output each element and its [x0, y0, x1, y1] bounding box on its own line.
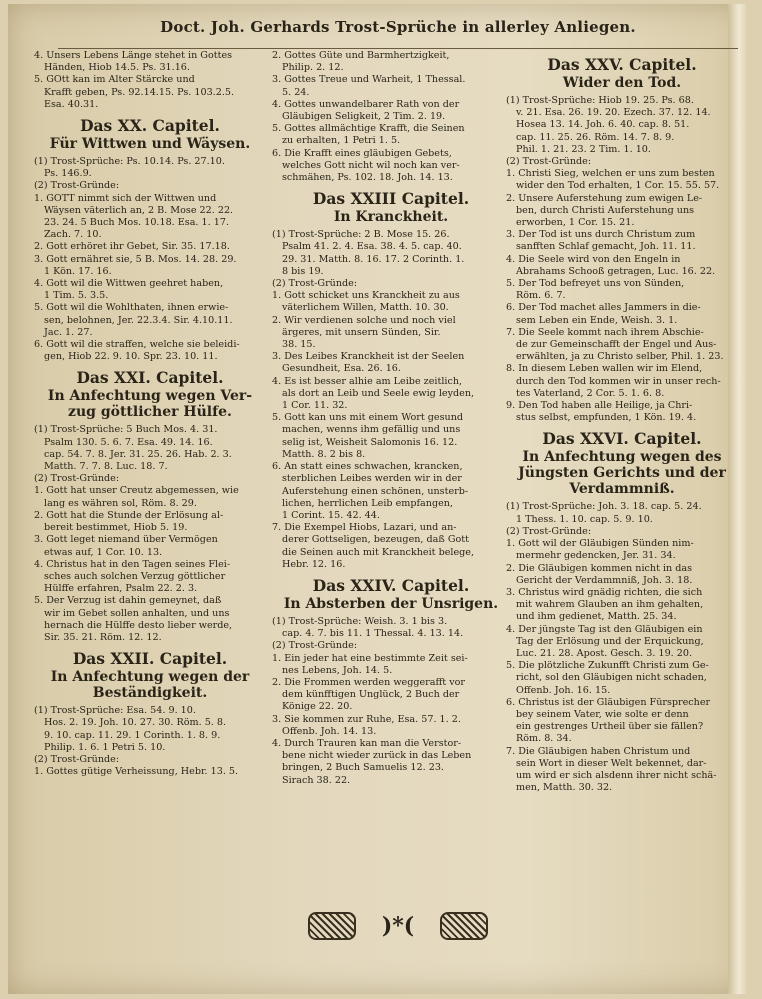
- text-line: 1. GOTT nimmt sich der Wittwen und: [34, 192, 217, 204]
- chapter-23-subtitle: [272, 209, 510, 225]
- ornament-center: )*(: [381, 913, 415, 939]
- text-line: (1) Trost-Sprüche: Hiob 19. 25. Ps. 68.: [506, 95, 694, 106]
- chapter-22-title: Das XXII. Capitel.: [72, 649, 228, 669]
- chapter-20-subtitle: [34, 136, 266, 152]
- text-line: und ihm gedienet, Matth. 25. 34.: [516, 611, 677, 623]
- text-line: 23. 24. 5 Buch Mos. 10.18. Esa. 1. 17.: [44, 217, 229, 229]
- text-line: 4. Gott wil die Wittwen geehret haben,: [34, 278, 224, 290]
- text-line: 5. Der Verzug ist dahin gemeynet, daß: [34, 595, 222, 607]
- subtitle-line: In Absterben der Unsrigen.: [283, 595, 499, 612]
- text-line: Händen, Hiob 14.5. Ps. 31.16.: [44, 62, 190, 74]
- subtitle-line: In Anfechtung wegen Ver-: [47, 388, 253, 405]
- text-line: (2) Trost-Gründe:: [34, 473, 120, 485]
- text-line: die Seinen auch mit Kranckheit belege,: [282, 546, 475, 558]
- text-line: 8. In diesem Leben wallen wir im Elend,: [506, 363, 703, 375]
- column-1: [34, 50, 266, 778]
- text-line: 29. 31. Matth. 8. 16. 17. 2 Corinth. 1.: [282, 253, 465, 265]
- chapter-21-text: [34, 424, 266, 644]
- col2-top: [272, 50, 510, 184]
- text-line: nes Lebens, Joh. 14. 5.: [282, 664, 393, 676]
- chapter-26-text: [506, 501, 738, 794]
- text-line: Wäysen väterlich an, 2 B. Mose 22. 22.: [44, 204, 234, 216]
- text-line: 4. Es ist besser alhie am Leibe zeitlich,: [272, 375, 463, 387]
- text-line: (1) Trost-Sprüche: 2 B. Mose 15. 26.: [272, 229, 450, 241]
- text-line: 7. Die Gläubigen haben Christum und: [506, 745, 691, 757]
- text-line: tes Vaterland, 2 Cor. 5. 1. 6. 8.: [516, 387, 665, 399]
- text-line: Psalm 41. 2. 4. Esa. 38. 4. 5. cap. 40.: [282, 241, 462, 253]
- text-line: 2. Wir verdienen solche und noch viel: [272, 314, 456, 326]
- text-line: Röm. 6. 7.: [516, 290, 566, 302]
- text-line: (2) Trost-Gründe:: [34, 753, 120, 765]
- text-line: mit wahrem Glauben an ihm gehalten,: [516, 599, 704, 611]
- text-line: 1 Kön. 17. 16.: [44, 265, 112, 277]
- text-line: 7. Die Exempel Hiobs, Lazari, und an-: [272, 522, 457, 534]
- text-line: Zach. 7. 10.: [44, 229, 102, 241]
- text-line: 1. Christi Sieg, welchen er uns zum besten: [506, 168, 715, 180]
- text-line: bringen, 2 Buch Samuelis 12. 23.: [282, 762, 444, 774]
- text-line: als dort an Leib und Seele ewig leyden,: [282, 387, 475, 399]
- printers-ornament: [308, 909, 488, 943]
- text-line: Hülffe erfahren, Psalm 22. 2. 3.: [44, 583, 198, 595]
- text-line: sterblichen Leibes werden wir in der: [282, 473, 462, 485]
- text-line: Hosea 13. 14. Joh. 6. 40. cap. 8. 51.: [516, 119, 690, 131]
- text-line: richt, sol den Gläubigen nicht schaden,: [516, 672, 707, 684]
- text-line: sem Leben ein Ende, Weish. 3. 1.: [516, 314, 678, 326]
- text-line: erworben, 1 Cor. 15. 21.: [516, 217, 635, 229]
- text-line: 38. 15.: [282, 339, 316, 351]
- text-line: gen, Hiob 22. 9. 10. Spr. 23. 10. 11.: [44, 351, 218, 363]
- chapter-20-title: Das XX. Capitel.: [80, 116, 220, 136]
- col1-top: [34, 50, 266, 111]
- text-line: 2. Gott erhöret ihr Gebet, Sir. 35. 17.18.: [34, 241, 230, 253]
- text-line: machen, wenns ihm gefällig und uns: [282, 424, 461, 436]
- text-line: 4. Unsers Lebens Länge stehet in Gottes: [34, 50, 233, 61]
- text-line: 5. Die plötzliche Zukunfft Christi zum Ge-: [506, 660, 709, 672]
- subtitle-line: zug göttlicher Hülfe.: [68, 404, 232, 421]
- text-line: Gericht der Verdammniß, Joh. 3. 18.: [516, 574, 693, 586]
- text-line: 9. 10. cap. 11. 29. 1 Corinth. 1. 8. 9.: [44, 729, 221, 741]
- text-line: Gläubigen Seligkeit, 2 Tim. 2. 19.: [282, 111, 446, 123]
- chapter-23-title: Das XXIII Capitel.: [312, 189, 470, 209]
- text-line: (1) Trost-Sprüche: Weish. 3. 1 bis 3.: [272, 615, 448, 627]
- text-line: (2) Trost-Gründe:: [506, 525, 592, 537]
- text-line: (1) Trost-Sprüche: 5 Buch Mos. 4. 31.: [34, 424, 218, 436]
- chapter-22-subtitle: [34, 669, 266, 701]
- text-line: 1 Corint. 15. 42. 44.: [282, 509, 380, 521]
- text-line: 1 Cor. 11. 32.: [282, 400, 348, 412]
- text-line: 6. Die Krafft eines gläubigen Gebets,: [272, 147, 452, 159]
- text-line: Krafft geben, Ps. 92.14.15. Ps. 103.2.5.: [44, 86, 235, 98]
- text-line: Luc. 21. 28. Apost. Gesch. 3. 19. 20.: [516, 647, 693, 659]
- book-page: [8, 4, 746, 994]
- text-line: 3. Gott leget niemand über Vermögen: [34, 534, 218, 546]
- text-line: (2) Trost-Gründe:: [272, 640, 358, 652]
- text-line: 6. Der Tod machet alles Jammers in die-: [506, 302, 701, 314]
- text-line: 7. Die Seele kommt nach ihrem Abschie-: [506, 326, 704, 338]
- text-line: 2. Unsere Auferstehung zum ewigen Le-: [506, 192, 703, 204]
- chapter-23-text: [272, 229, 510, 571]
- text-line: 5. Der Tod befreyet uns von Sünden,: [506, 278, 685, 290]
- text-line: zu erhalten, 1 Petri 1. 5.: [282, 135, 401, 147]
- text-line: 4. Der jüngste Tag ist den Gläubigen ein: [506, 623, 703, 635]
- text-line: 5. GOtt kan im Alter Stärcke und: [34, 74, 195, 86]
- text-line: Hos. 2. 19. Joh. 10. 27. 30. Röm. 5. 8.: [44, 717, 227, 729]
- subtitle-line: In Anfechtung wegen der: [50, 669, 250, 686]
- text-line: ein gestrenges Urtheil über sie fällen?: [516, 721, 704, 733]
- chapter-24-text: [272, 616, 510, 787]
- chapter-20-text: [34, 156, 266, 363]
- text-line: bereit bestimmet, Hiob 5. 19.: [44, 522, 188, 534]
- text-line: Ps. 146.9.: [44, 168, 92, 180]
- text-line: 5. Gott wil die Wohlthaten, ihnen erwie-: [34, 302, 229, 314]
- text-line: (2) Trost-Gründe:: [34, 180, 120, 192]
- text-line: Könige 22. 20.: [282, 701, 353, 713]
- text-line: Offenb. Joh. 16. 15.: [516, 684, 611, 696]
- text-line: lang es währen sol, Röm. 8. 29.: [44, 497, 197, 509]
- text-line: 5. Gottes allmächtige Krafft, die Seinen: [272, 123, 465, 135]
- text-line: de zur Gemeinschafft der Engel und Aus-: [516, 339, 717, 351]
- text-line: Phil. 1. 21. 23. 2 Tim. 1. 10.: [516, 143, 651, 155]
- subtitle-line: Beständigkeit.: [92, 685, 208, 702]
- text-line: (1) Trost-Sprüche: Joh. 3. 18. cap. 5. 24.: [506, 501, 702, 513]
- chapter-25-text: [506, 95, 738, 424]
- subtitle-line: Wider den Tod.: [562, 75, 682, 91]
- text-line: 1. Gottes gütige Verheissung, Hebr. 13. 5.: [34, 766, 239, 778]
- text-line: 5. Gott kan uns mit einem Wort gesund: [272, 412, 464, 424]
- text-line: (2) Trost-Gründe:: [506, 156, 592, 168]
- text-line: Esa. 40.31.: [44, 98, 99, 110]
- text-line: 4. Die Seele wird von den Engeln in: [506, 253, 681, 265]
- text-line: selig ist, Weisheit Salomonis 16. 12.: [282, 436, 458, 448]
- text-line: wir im Gebet sollen anhalten, und uns: [44, 607, 230, 619]
- text-line: Sirach 38. 22.: [282, 774, 351, 786]
- text-line: wider den Tod erhalten, 1 Cor. 15. 55. 57.: [516, 180, 720, 192]
- text-line: bey seinem Vater, wie solte er denn: [516, 708, 689, 720]
- chapter-26-subtitle: [506, 449, 738, 497]
- text-line: 3. Christus wird gnädig richten, die sich: [506, 586, 703, 598]
- text-line: cap. 4. 7. bis 11. 1 Thessal. 4. 13. 14.: [282, 628, 464, 640]
- chapter-21-subtitle: [34, 388, 266, 420]
- text-line: Gesundheit, Esa. 26. 16.: [282, 363, 401, 375]
- text-line: sanfften Schlaf gemacht, Joh. 11. 11.: [516, 241, 696, 253]
- text-line: 9. Den Tod haben alle Heilige, ja Chri-: [506, 400, 693, 412]
- text-line: men, Matth. 30. 32.: [516, 782, 613, 794]
- text-line: 3. Gottes Treue und Warheit, 1 Thessal.: [272, 74, 466, 86]
- text-line: cap. 11. 25. 26. Röm. 14. 7. 8. 9.: [516, 131, 675, 143]
- text-line: 4. Durch Trauren kan man die Verstor-: [272, 737, 462, 749]
- header-rule: [58, 48, 738, 49]
- chapter-22-text: [34, 705, 266, 778]
- subtitle-line: In Kranckheit.: [333, 209, 449, 226]
- text-line: Jac. 1. 27.: [44, 326, 93, 338]
- text-line: 2. Gott hat die Stunde der Erlösung al-: [34, 509, 224, 521]
- subtitle-line: Verdammniß.: [569, 481, 675, 498]
- text-line: 5. 24.: [282, 86, 310, 98]
- text-line: 3. Des Leibes Kranckheit ist der Seelen: [272, 351, 465, 363]
- text-line: Tag der Erlösung und der Erquickung,: [516, 635, 704, 647]
- chapter-24-title: Das XXIV. Capitel.: [312, 575, 470, 595]
- text-line: ärgeres, mit unsern Sünden, Sir.: [282, 326, 441, 338]
- text-line: stus selbst, empfunden, 1 Kön. 19. 4.: [516, 412, 697, 424]
- text-line: 1. Gott wil der Gläubigen Sünden nim-: [506, 538, 694, 550]
- text-line: Matth. 7. 7. 8. Luc. 18. 7.: [44, 461, 168, 473]
- text-line: Abrahams Schooß getragen, Luc. 16. 22.: [516, 265, 716, 277]
- text-line: 2. Die Frommen werden weggerafft vor: [272, 676, 465, 688]
- text-line: 3. Sie kommen zur Ruhe, Esa. 57. 1. 2.: [272, 713, 461, 725]
- text-line: 1. Ein jeder hat eine bestimmte Zeit sei-: [272, 652, 468, 664]
- text-line: 6. An statt eines schwachen, krancken,: [272, 461, 463, 473]
- text-line: Röm. 8. 34.: [516, 733, 572, 745]
- text-line: väterlichem Willen, Matth. 10. 30.: [282, 302, 449, 314]
- text-line: 4. Christus hat in den Tagen seines Flei-: [34, 558, 231, 570]
- subtitle-line: Für Wittwen und Wäysen.: [49, 136, 251, 153]
- subtitle-line: In Anfechtung wegen des: [522, 449, 722, 466]
- text-line: Philip. 1. 6. 1 Petri 5. 10.: [44, 741, 166, 753]
- text-line: 1. Gott hat unser Creutz abgemessen, wie: [34, 485, 239, 497]
- chapter-26-title: Das XXVI. Capitel.: [542, 429, 702, 449]
- text-line: sein Wort in dieser Welt bekennet, dar-: [516, 757, 707, 769]
- text-line: erwählten, ja zu Christo selber, Phil. 1. 23.: [516, 351, 724, 363]
- chapter-24-subtitle: [272, 596, 510, 612]
- text-line: lichen, herrlichen Leib empfangen,: [282, 497, 453, 509]
- text-line: (1) Trost-Sprüche: Esa. 54. 9. 10.: [34, 705, 196, 717]
- text-line: Auferstehung einen schönen, unsterb-: [282, 485, 469, 497]
- text-line: sches auch solchen Verzug göttlicher: [44, 570, 226, 582]
- text-line: schmähen, Ps. 102. 18. Joh. 14. 13.: [282, 172, 453, 184]
- text-line: 3. Der Tod ist uns durch Christum zum: [506, 229, 696, 241]
- text-line: Hebr. 12. 16.: [282, 558, 346, 570]
- text-line: v. 21. Esa. 26. 19. 20. Ezech. 37. 12. 14.: [516, 107, 711, 119]
- subtitle-line: Jüngsten Gerichts und der: [518, 465, 726, 482]
- page-header: Doct. Joh. Gerhards Trost-Sprüche in allerley Anliegen.: [160, 18, 636, 36]
- text-line: dem künfftigen Unglück, 2 Buch der: [282, 689, 460, 701]
- text-line: 2. Die Gläubigen kommen nicht in das: [506, 562, 693, 574]
- text-line: ben, durch Christi Auferstehung uns: [516, 204, 695, 216]
- text-line: Sir. 35. 21. Röm. 12. 12.: [44, 631, 162, 643]
- text-line: 6. Gott wil die straffen, welche sie beleidi-: [34, 339, 240, 351]
- chapter-25-title: Das XXV. Capitel.: [547, 55, 697, 74]
- text-line: bene nicht wieder zurück in das Leben: [282, 750, 472, 762]
- ornament-left-icon: [308, 912, 356, 940]
- text-line: (1) Trost-Sprüche: Ps. 10.14. Ps. 27.10.: [34, 156, 225, 168]
- column-2: [272, 50, 510, 787]
- text-line: Offenb. Joh. 14. 13.: [282, 725, 377, 737]
- text-line: 2. Gottes Güte und Barmhertzigkeit,: [272, 50, 450, 61]
- chapter-21-title: Das XXI. Capitel.: [76, 368, 224, 388]
- ornament-right-icon: [440, 912, 488, 940]
- text-line: 6. Christus ist der Gläubigen Fürsprecher: [506, 696, 711, 708]
- text-line: Matth. 8. 2 bis 8.: [282, 448, 366, 460]
- text-line: (2) Trost-Gründe:: [272, 278, 358, 290]
- text-line: 4. Gottes unwandelbarer Rath von der: [272, 98, 460, 110]
- text-line: sen, belohnen, Jer. 22.3.4. Sir. 4.10.11.: [44, 314, 233, 326]
- text-line: um wird er sich alsdenn ihrer nicht schä-: [516, 769, 717, 781]
- column-3: [506, 50, 738, 794]
- text-line: etwas auf, 1 Cor. 10. 13.: [44, 546, 163, 558]
- text-line: cap. 54. 7. 8. Jer. 31. 25. 26. Hab. 2. 3.: [44, 448, 232, 460]
- text-line: 3. Gott ernähret sie, 5 B. Mos. 14. 28. 29.: [34, 253, 237, 265]
- text-line: derer Gottseligen, bezeugen, daß Gott: [282, 534, 469, 546]
- text-line: 1 Thess. 1. 10. cap. 5. 9. 10.: [516, 513, 653, 525]
- text-line: Philip. 2. 12.: [282, 62, 344, 74]
- text-line: 1 Tim. 5. 3.5.: [44, 290, 109, 302]
- text-line: durch den Tod kommen wir in unser rech-: [516, 375, 721, 387]
- text-line: hernach die Hülffe desto lieber werde,: [44, 619, 233, 631]
- text-line: Psalm 130. 5. 6. 7. Esa. 49. 14. 16.: [44, 436, 213, 448]
- text-line: 8 bis 19.: [282, 265, 324, 277]
- text-line: mermehr gedencken, Jer. 31. 34.: [516, 550, 676, 562]
- text-line: welches Gott nicht wil noch kan ver-: [282, 159, 460, 171]
- chapter-25-subtitle: [506, 75, 738, 91]
- text-line: 1. Gott schicket uns Kranckheit zu aus: [272, 290, 460, 302]
